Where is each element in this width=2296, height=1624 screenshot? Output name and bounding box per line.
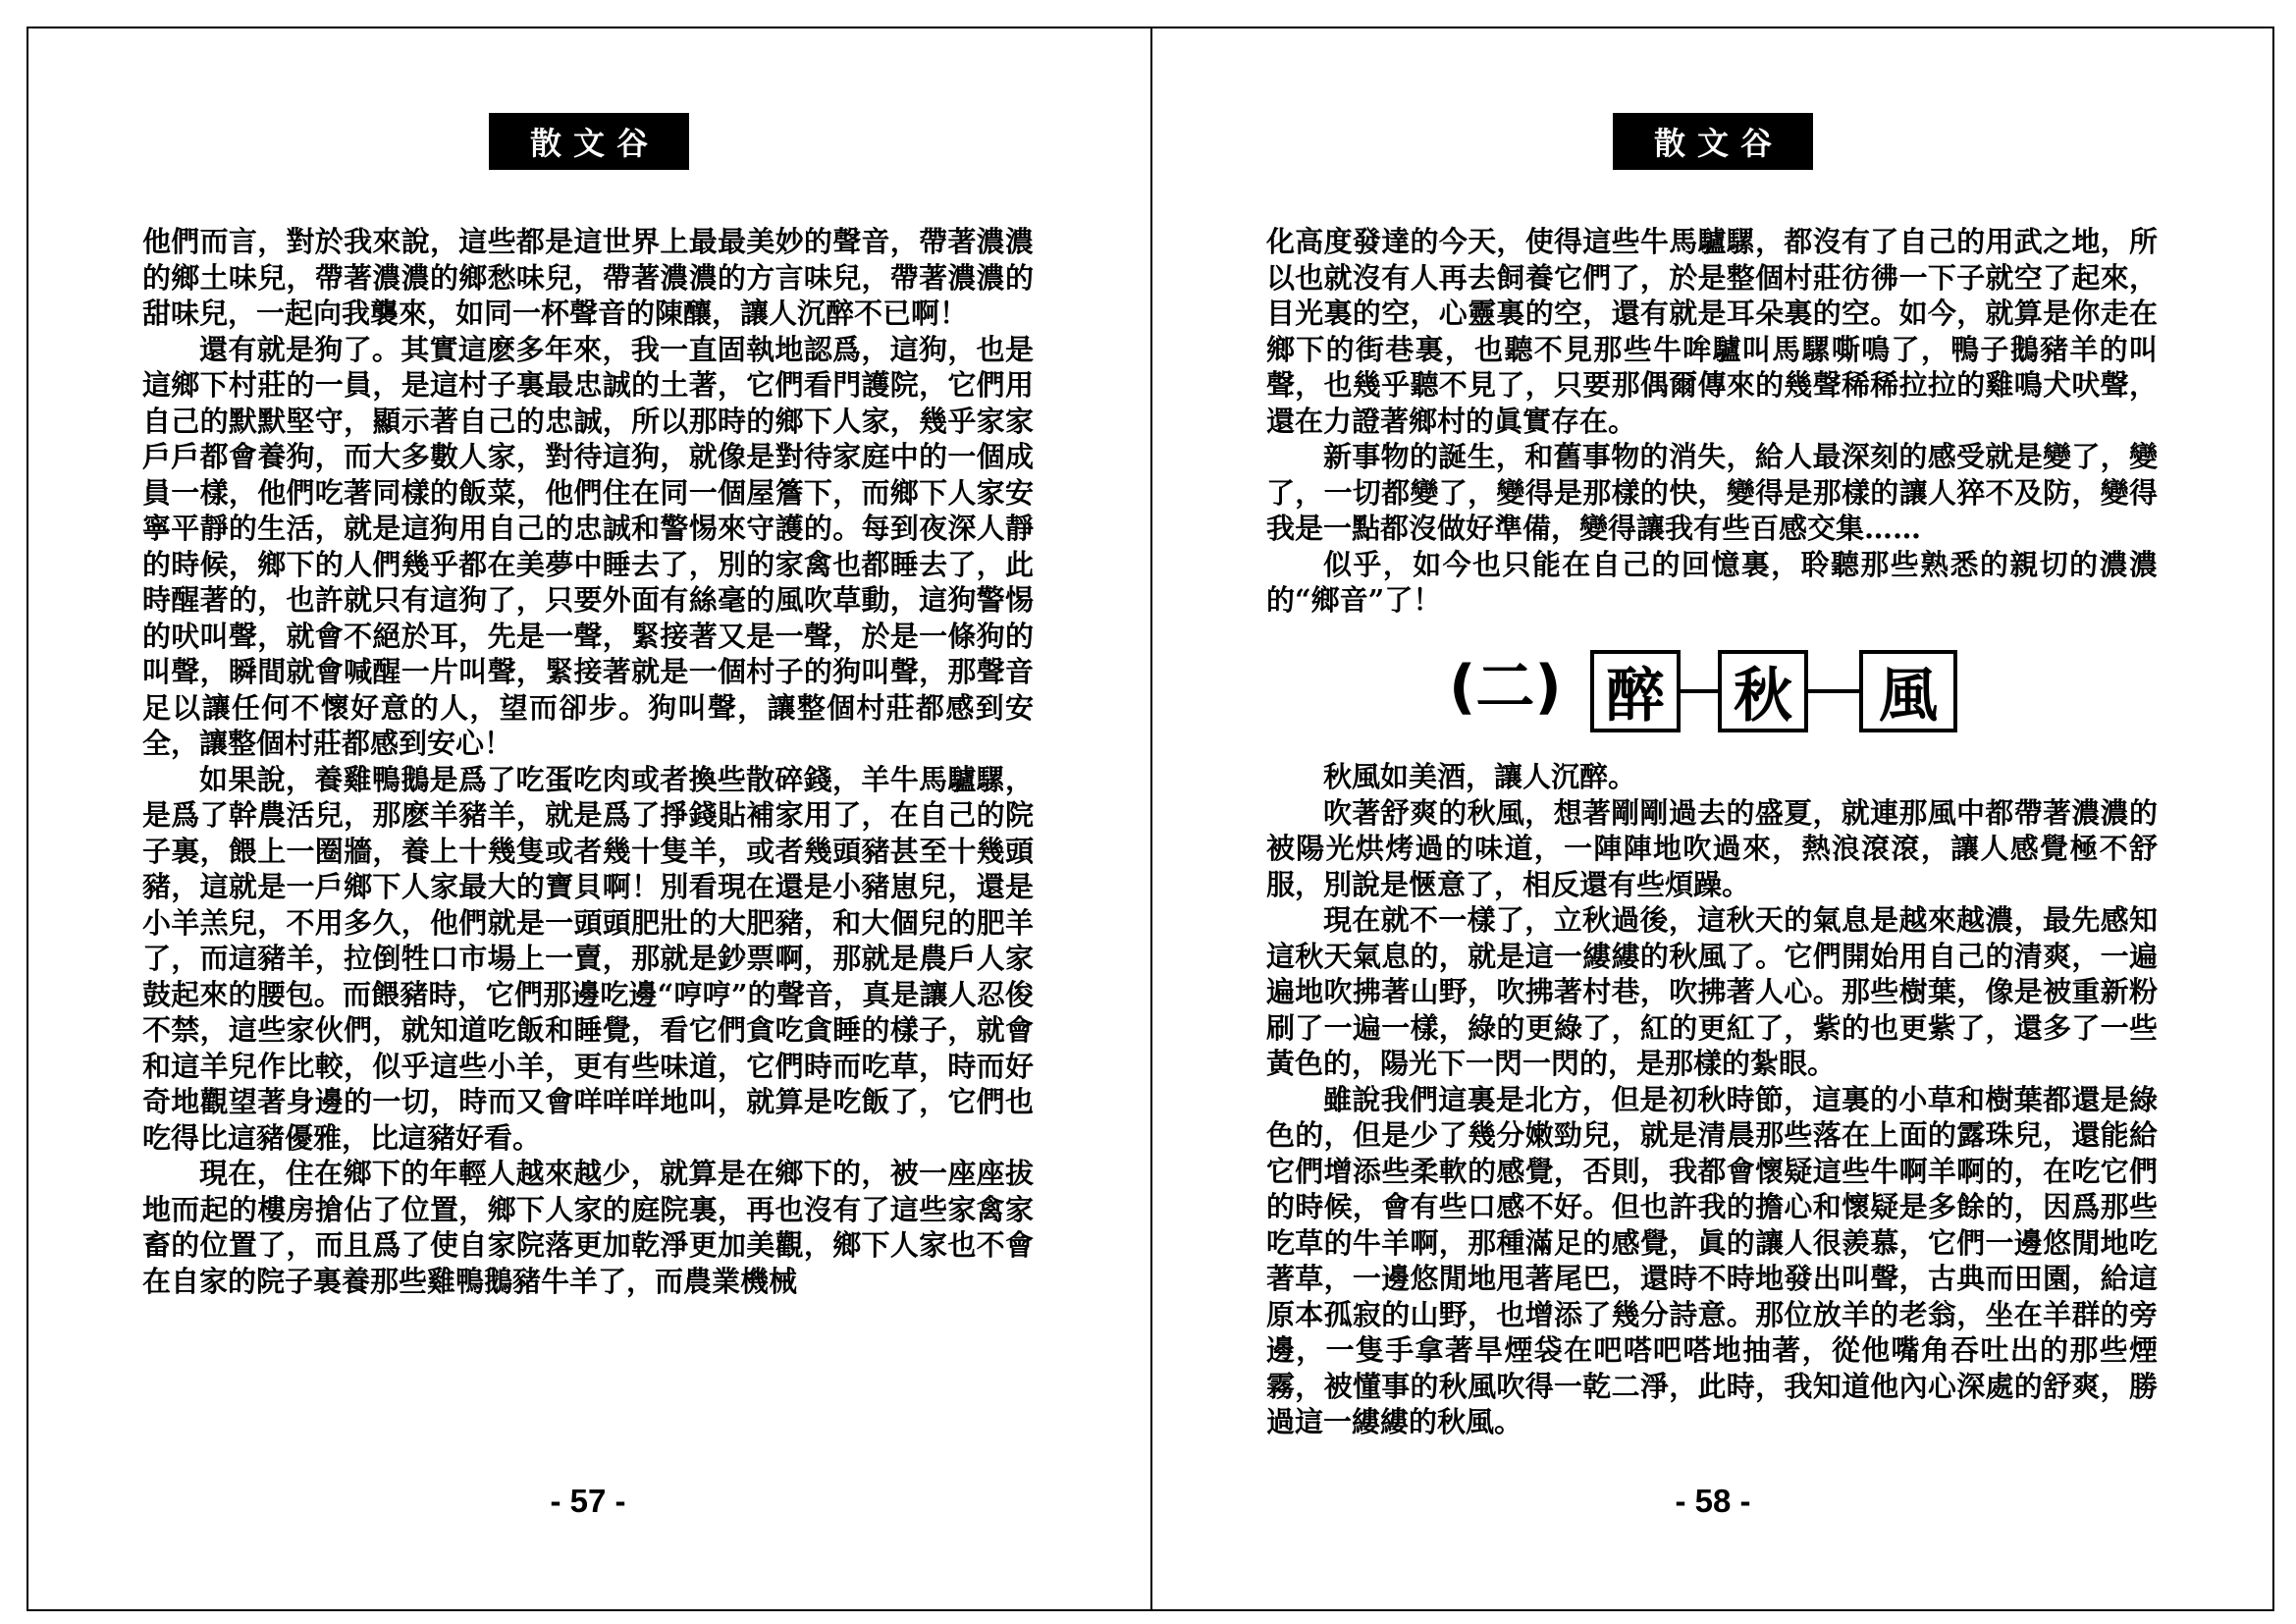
paragraph: 秋風如美酒，讓人沉醉。 xyxy=(1323,760,1637,793)
heading-char-box: 醉 xyxy=(1590,650,1681,732)
heading-connector xyxy=(1808,689,1859,693)
right-page-header: 散文谷 xyxy=(1613,113,1813,170)
heading-connector xyxy=(1681,689,1718,693)
paragraph: 新事物的誕生，和舊事物的消失，給人最深刻的感受就是變了，變了，一切都變了，變得是那樣的快，變得是那樣的讓人猝不及防，變得我是一點都沒做好準備，變得讓我有些百感交集…… xyxy=(1266,440,2158,545)
heading-char-box: 秋 xyxy=(1718,650,1808,732)
right-page-text-bottom xyxy=(1266,759,2158,1440)
heading-char-box: 風 xyxy=(1859,650,1957,732)
left-page-header: 散文谷 xyxy=(489,113,689,170)
paragraph: 吹著舒爽的秋風，想著剛剛過去的盛夏，就連那風中都帶著濃濃的被陽光烘烤過的味道，一陣陣地吹過來，熱浪滾滾，讓人感覺極不舒服，別說是愜意了，相反還有些煩躁。 xyxy=(1266,795,2158,901)
paragraph: 雖說我們這裏是北方，但是初秋時節，這裏的小草和樹葉都還是綠色的，但是少了幾分嫩勁兒，就是清晨那些落在上面的露珠兒，還能給它們增添些柔軟的感覺，否則，我都會懷疑這些牛啊羊啊的，在吃它們的時候，會有些口感不好。但也許我的擔心和懷疑是多餘的，因爲那些吃草的牛羊啊，那種滿足的感覺，眞的讓人很羨慕，它們一邊悠閒地吃著草，一邊悠閒地甩著尾巴，還時不時地發出叫聲，古典而田園，給這原本孤寂的山野，也增添了幾分詩意。那位放羊的老翁，坐在羊群的旁邊，一隻手拿著旱煙袋在吧嗒吧嗒地抽著，從他嘴角吞吐出的那些煙霧，被懂事的秋風吹得一乾二淨，此時，我知道他內心深處的舒爽，勝過這一縷縷的秋風。 xyxy=(1266,1082,2158,1438)
section-heading xyxy=(1449,640,1999,738)
paragraph: 化高度發達的今天，使得這些牛馬驢騾，都沒有了自己的用武之地，所以也就沒有人再去飼養它們了，於是整個村莊彷彿一下子就空了起來，目光裏的空，心靈裏的空，還有就是耳朵裏的空。如今，就算是你走在鄉下的街巷裏，也聽不見那些牛哞驢叫馬騾嘶鳴了，鴨子鵝豬羊的叫聲，也幾乎聽不見了，只要那偶爾傳來的幾聲稀稀拉拉的雞鳴犬吠聲，還在力證著鄉村的眞實存在。 xyxy=(1266,225,2158,438)
right-page-text-top xyxy=(1266,224,2158,619)
paragraph: 似乎，如今也只能在自己的回憶裏，聆聽那些熟悉的親切的濃濃的“鄉音”了！ xyxy=(1266,547,2158,617)
left-page-number: - 57 - xyxy=(550,1483,626,1519)
paragraph: 如果說，養雞鴨鵝是爲了吃蛋吃肉或者換些散碎錢，羊牛馬驢騾，是爲了幹農活兒，那麽羊豬羊，就是爲了掙錢貼補家用了，在自己的院子裏，餵上一圈牆，養上十幾隻或者幾十隻羊，或者幾頭豬甚至十幾頭豬，這就是一戶鄉下人家最大的寶貝啊！別看現在還是小豬崽兒，還是小羊羔兒，不用多久，他們就是一頭頭肥壯的大肥豬，和大個兒的肥羊了，而這豬羊，拉倒牲口市場上一賣，那就是鈔票啊，那就是農戶人家鼓起來的腰包。而餵豬時，它們那邊吃邊“哼哼”的聲音，真是讓人忍俊不禁，這些家伙們，就知道吃飯和睡覺，看它們貪吃貪睡的樣子，就會和這羊兒作比較，似乎這些小羊，更有些味道，它們時而吃草，時而好奇地觀望著身邊的一切，時而又會咩咩咩地叫，就算是吃飯了，它們也吃得比這豬優雅，比這豬好看。 xyxy=(142,762,1034,1155)
page-divider xyxy=(1150,27,1152,1611)
right-page-number: - 58 - xyxy=(1675,1483,1751,1519)
paragraph: 他們而言，對於我來說，這些都是這世界上最最美妙的聲音，帶著濃濃的鄉土味兒，帶著濃濃的鄉愁味兒，帶著濃濃的方言味兒，帶著濃濃的甜味兒，一起向我襲來，如同一杯聲音的陳釀，讓人沉醉不已啊！ xyxy=(142,225,1034,330)
paragraph: 現在，住在鄉下的年輕人越來越少，就算是在鄉下的，被一座座拔地而起的樓房搶佔了位置，鄉下人家的庭院裏，再也沒有了這些家禽家畜的位置了，而且爲了使自家院落更加乾淨更加美觀，鄉下人家也不會在自家的院子裏養那些雞鴨鵝豬牛羊了，而農業機械 xyxy=(142,1157,1034,1298)
paragraph: 現在就不一樣了，立秋過後，這秋天的氣息是越來越濃，最先感知這秋天氣息的，就是這一縷縷的秋風了。它們開始用自己的清爽，一遍遍地吹拂著山野，吹拂著村巷，吹拂著人心。那些樹葉，像是被重新粉刷了一遍一樣，綠的更綠了，紅的更紅了，紫的也更紫了，還多了一些黃色的，陽光下一閃一閃的，是那樣的紮眼。 xyxy=(1266,903,2158,1080)
section-number: (二) xyxy=(1449,653,1562,722)
paragraph: 還有就是狗了。其實這麽多年來，我一直固執地認爲，這狗，也是這鄉下村莊的一員，是這村子裏最忠誠的土著，它們看門護院，它們用自己的默默堅守，顯示著自己的忠誠，所以那時的鄉下人家，幾乎家家戶戶都會養狗，而大多數人家，對待這狗，就像是對待家庭中的一個成員一樣，他們吃著同樣的飯菜，他們住在同一個屋簷下，而鄉下人家安寧平靜的生活，就是這狗用自己的忠誠和警惕來守護的。每到夜深人靜的時候，鄉下的人們幾乎都在美夢中睡去了，別的家禽也都睡去了，此時醒著的，也許就只有這狗了，只要外面有絲毫的風吹草動，這狗警惕的吠叫聲，就會不絕於耳，先是一聲，緊接著又是一聲，於是一條狗的叫聲，瞬間就會喊醒一片叫聲，緊接著就是一個村子的狗叫聲，那聲音足以讓任何不懷好意的人，望而卻步。狗叫聲，讓整個村莊都感到安全，讓整個村莊都感到安心！ xyxy=(142,332,1034,760)
left-page-text xyxy=(142,224,1034,1299)
